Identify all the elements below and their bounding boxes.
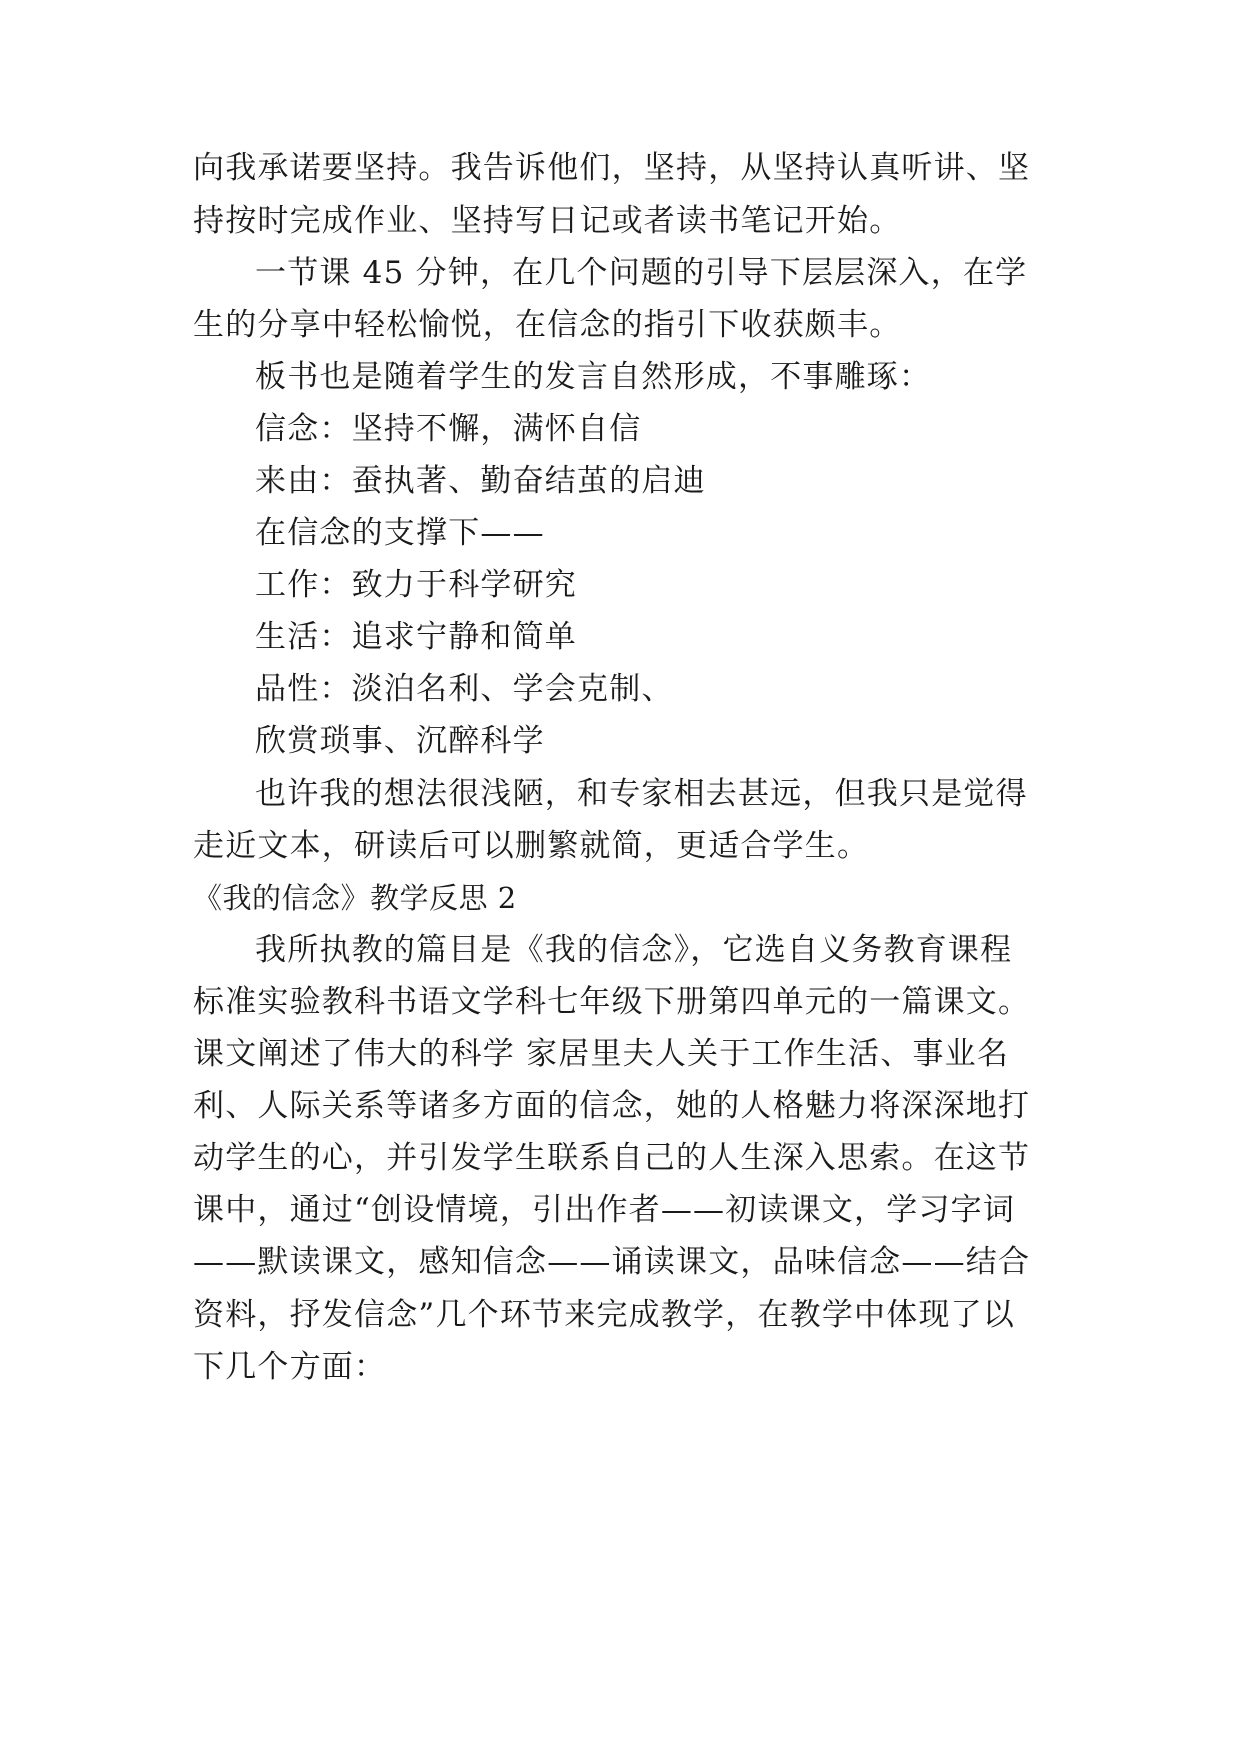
text-line: 动学生的心，并引发学生联系自己的人生深入思索。在这节 bbox=[193, 1140, 1031, 1176]
paragraph-first-line: 也许我的想法很浅陋，和专家相去甚远，但我只是觉得 bbox=[255, 776, 1028, 812]
text-line: 生的分享中轻松愉悦，在信念的指引下收获颇丰。 bbox=[193, 307, 902, 343]
board-line: 在信念的支撑下—— bbox=[255, 515, 545, 551]
section-title: 《我的信念》教学反思 2 bbox=[193, 881, 517, 915]
text-line: 走近文本，研读后可以删繁就简，更适合学生。 bbox=[193, 828, 870, 864]
board-line: 信念：坚持不懈，满怀自信 bbox=[255, 411, 642, 447]
text-line: 持按时完成作业、坚持写日记或者读书笔记开始。 bbox=[193, 203, 902, 239]
paragraph-first-line: 我所执教的篇目是《我的信念》，它选自义务教育课程 bbox=[255, 932, 1013, 968]
board-line: 生活：追求宁静和简单 bbox=[255, 619, 577, 655]
text-line: 标准实验教科书语文学科七年级下册第四单元的一篇课文。 bbox=[193, 984, 1031, 1020]
text-line: 利、人际关系等诸多方面的信念，她的人格魅力将深深地打 bbox=[193, 1088, 1031, 1124]
paragraph-first-line: 一节课 45 分钟，在几个问题的引导下层层深入，在学 bbox=[255, 255, 1028, 291]
text-line: ——默读课文，感知信念——诵读课文，品味信念——结合 bbox=[193, 1244, 1031, 1280]
board-line: 来由：蚕执著、勤奋结茧的启迪 bbox=[255, 463, 706, 499]
text-line: 课文阐述了伟大的科学 家居里夫人关于工作生活、事业名 bbox=[193, 1036, 1010, 1072]
text-line: 向我承诺要坚持。我告诉他们，坚持，从坚持认真听讲、坚 bbox=[193, 150, 1031, 186]
board-line: 工作：致力于科学研究 bbox=[255, 567, 577, 603]
board-line: 品性：淡泊名利、学会克制、 bbox=[255, 671, 674, 707]
text-line: 课中，通过“创设情境，引出作者——初读课文，学习字词 bbox=[193, 1192, 1016, 1228]
board-line: 欣赏琐事、沉醉科学 bbox=[255, 723, 545, 759]
text-line: 资料，抒发信念”几个环节来完成教学，在教学中体现了以 bbox=[193, 1297, 1016, 1333]
paragraph-first-line: 板书也是随着学生的发言自然形成，不事雕琢： bbox=[255, 359, 932, 395]
text-line: 下几个方面： bbox=[193, 1349, 387, 1385]
